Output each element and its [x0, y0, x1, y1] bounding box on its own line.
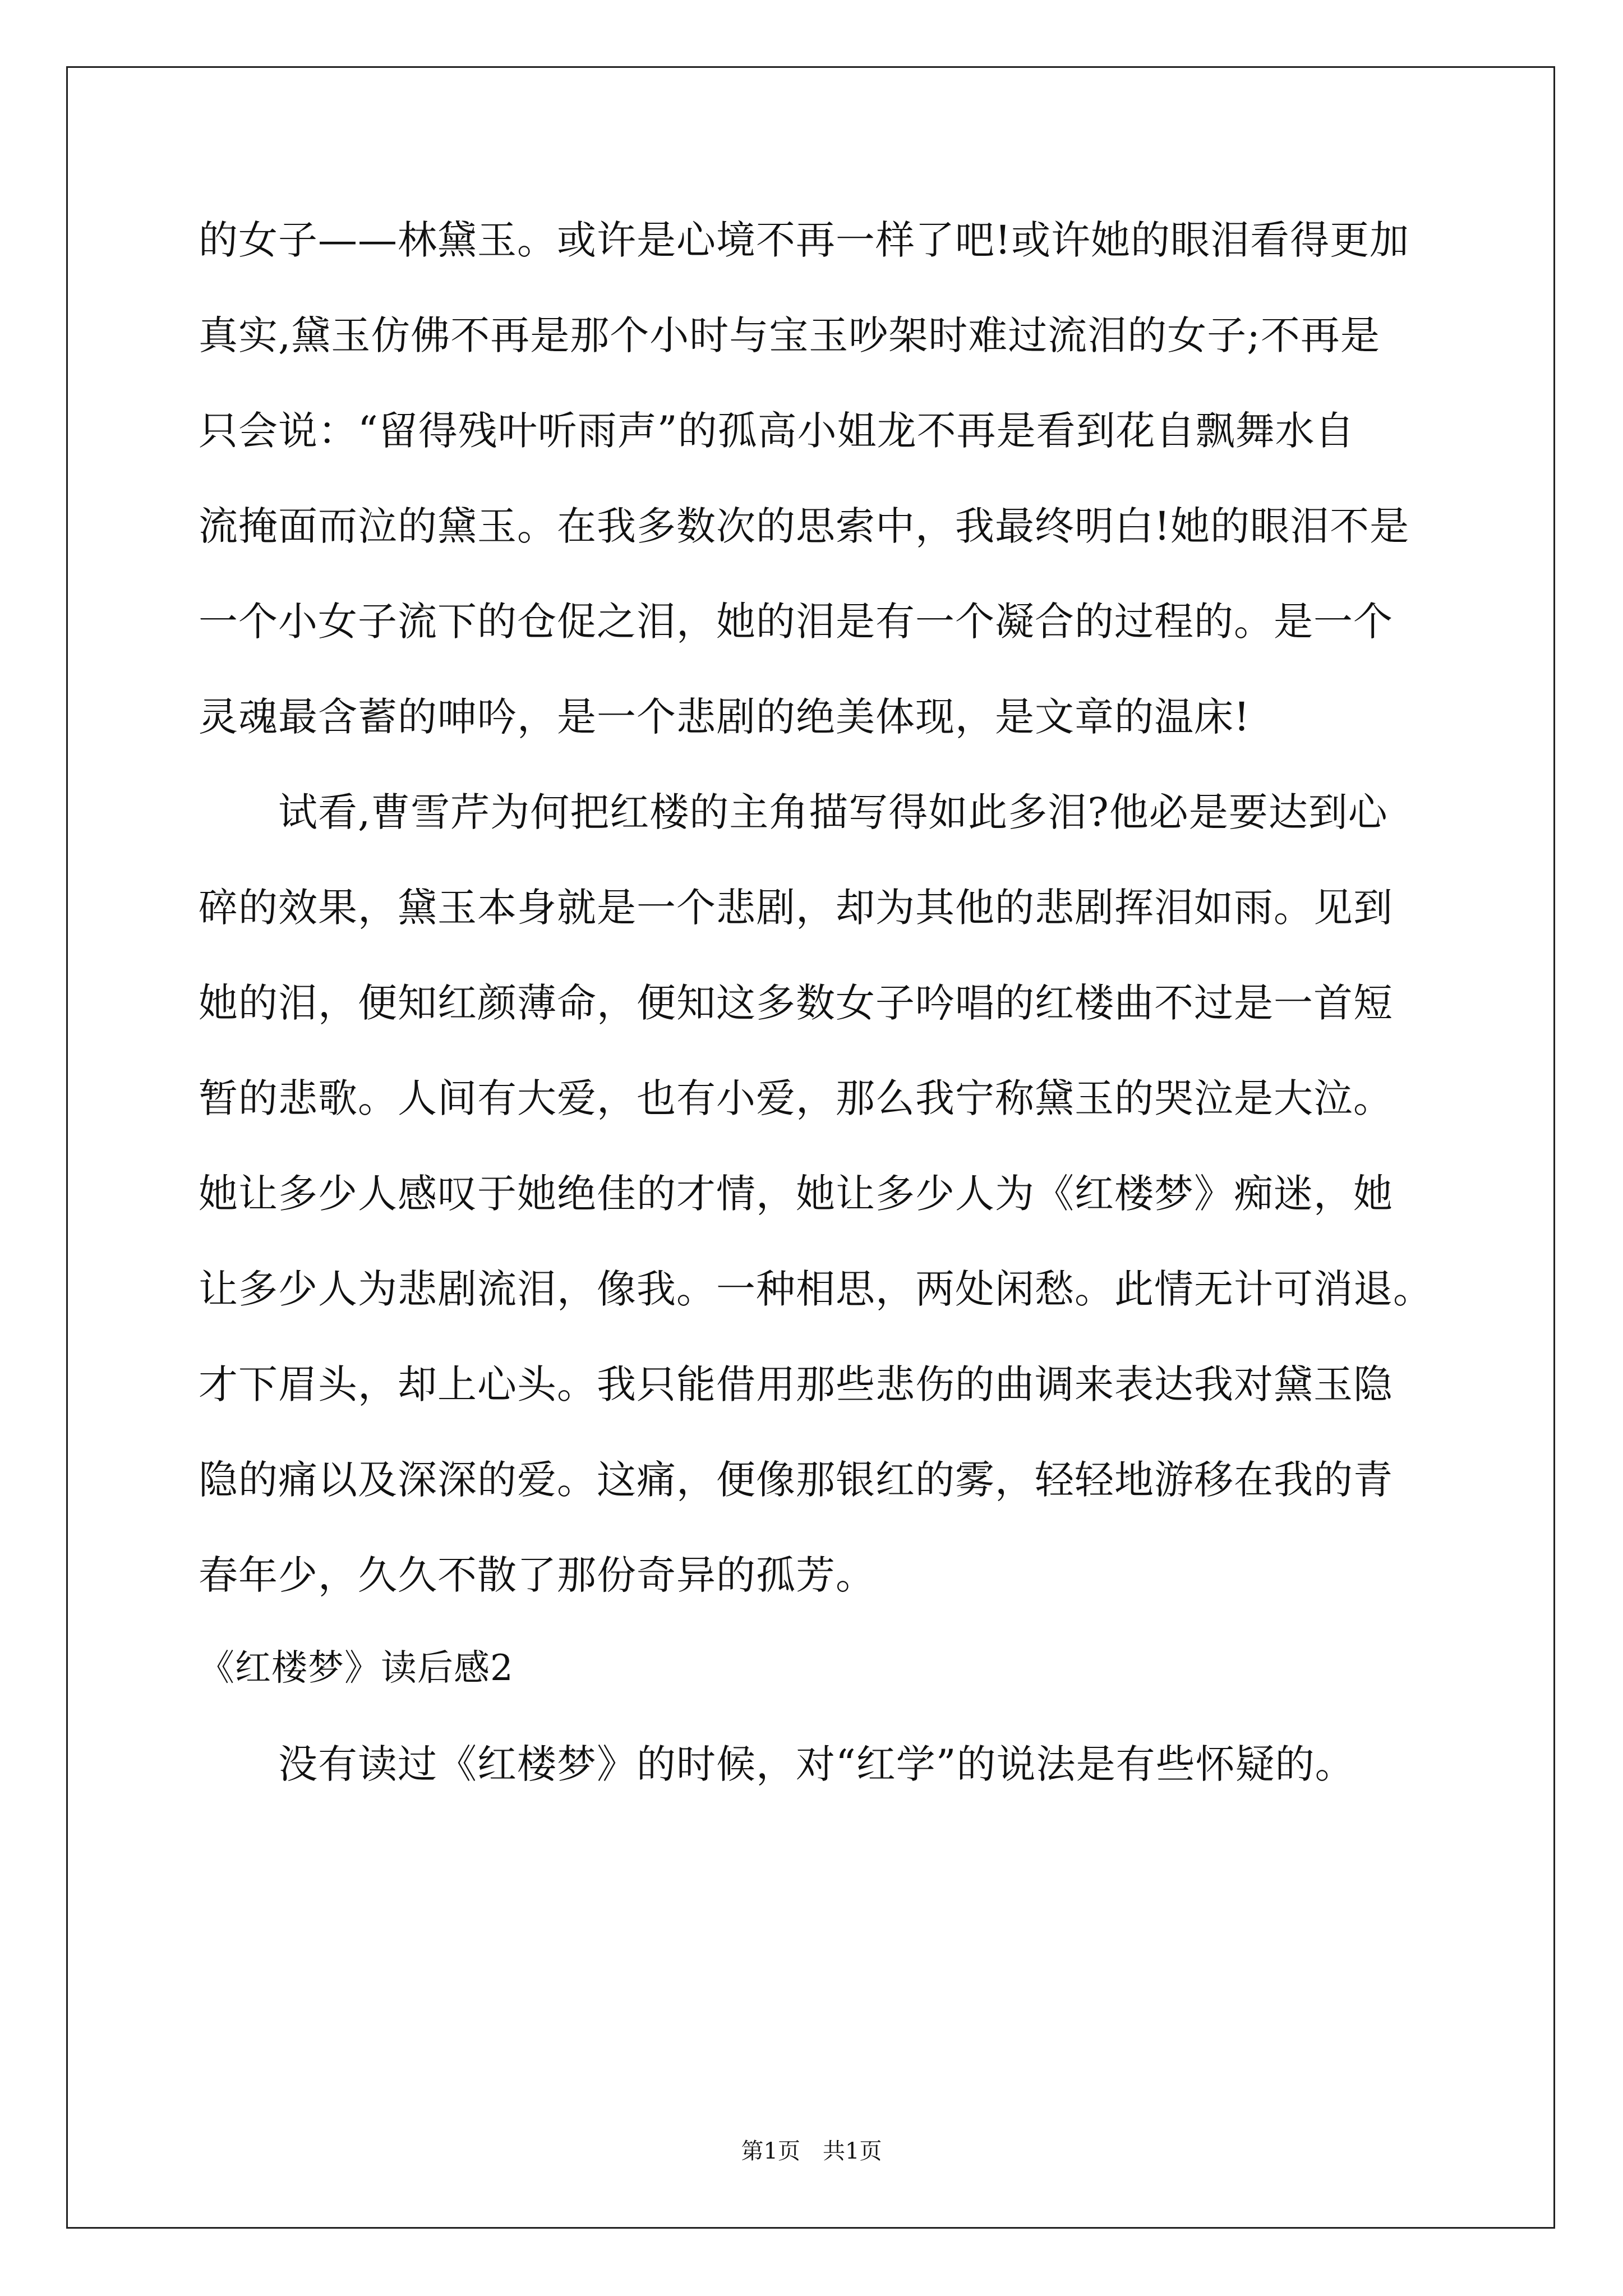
paragraph-line: 只会说：“留得残叶听雨声”的孤高小姐龙不再是看到花自飘舞水自	[199, 408, 1355, 454]
paragraph-line: 流掩面而泣的黛玉。在我多数次的思索中，我最终明白!她的眼泪不是	[199, 503, 1410, 549]
section-heading: 《红楼梦》读后感2	[199, 1648, 514, 1689]
page-border	[66, 66, 1555, 2229]
paragraph-line: 试看,曹雪芹为何把红楼的主角描写得如此多泪?他必是要达到心	[199, 789, 1388, 835]
paragraph-line: 暂的悲歌。人间有大爱，也有小爱，那么我宁称黛玉的哭泣是大泣。	[199, 1075, 1393, 1121]
paragraph-line: 她让多少人感叹于她绝佳的才情，她让多少人为《红楼梦》痴迷，她	[199, 1171, 1393, 1217]
page-footer: 第1页 共1页	[741, 2138, 882, 2164]
paragraph-line: 碎的效果，黛玉本身就是一个悲剧，却为其他的悲剧挥泪如雨。见到	[199, 885, 1393, 931]
paragraph-line: 灵魂最含蓄的呻吟，是一个悲剧的绝美体现，是文章的温床!	[199, 694, 1251, 740]
paragraph-line: 没有读过《红楼梦》的时候，对“红学”的说法是有些怀疑的。	[199, 1741, 1355, 1787]
paragraph-line: 春年少，久久不散了那份奇异的孤芳。	[199, 1552, 875, 1598]
paragraph-line: 才下眉头，却上心头。我只能借用那些悲伤的曲调来表达我对黛玉隐	[199, 1361, 1393, 1407]
paragraph-line: 一个小女子流下的仓促之泪，她的泪是有一个凝合的过程的。是一个	[199, 599, 1393, 645]
paragraph-line: 她的泪，便知红颜薄命，便知这多数女子吟唱的红楼曲不过是一首短	[199, 980, 1393, 1026]
paragraph-line: 的女子——林黛玉。或许是心境不再一样了吧!或许她的眼泪看得更加	[199, 217, 1410, 263]
paragraph-line: 让多少人为悲剧流泪，像我。一种相思，两处闲愁。此情无计可消退。	[199, 1266, 1433, 1312]
paragraph-line: 真实,黛玉仿佛不再是那个小时与宝玉吵架时难过流泪的女子;不再是	[199, 312, 1380, 358]
paragraph-line: 隐的痛以及深深的爱。这痛，便像那银红的雾，轻轻地游移在我的青	[199, 1457, 1393, 1503]
